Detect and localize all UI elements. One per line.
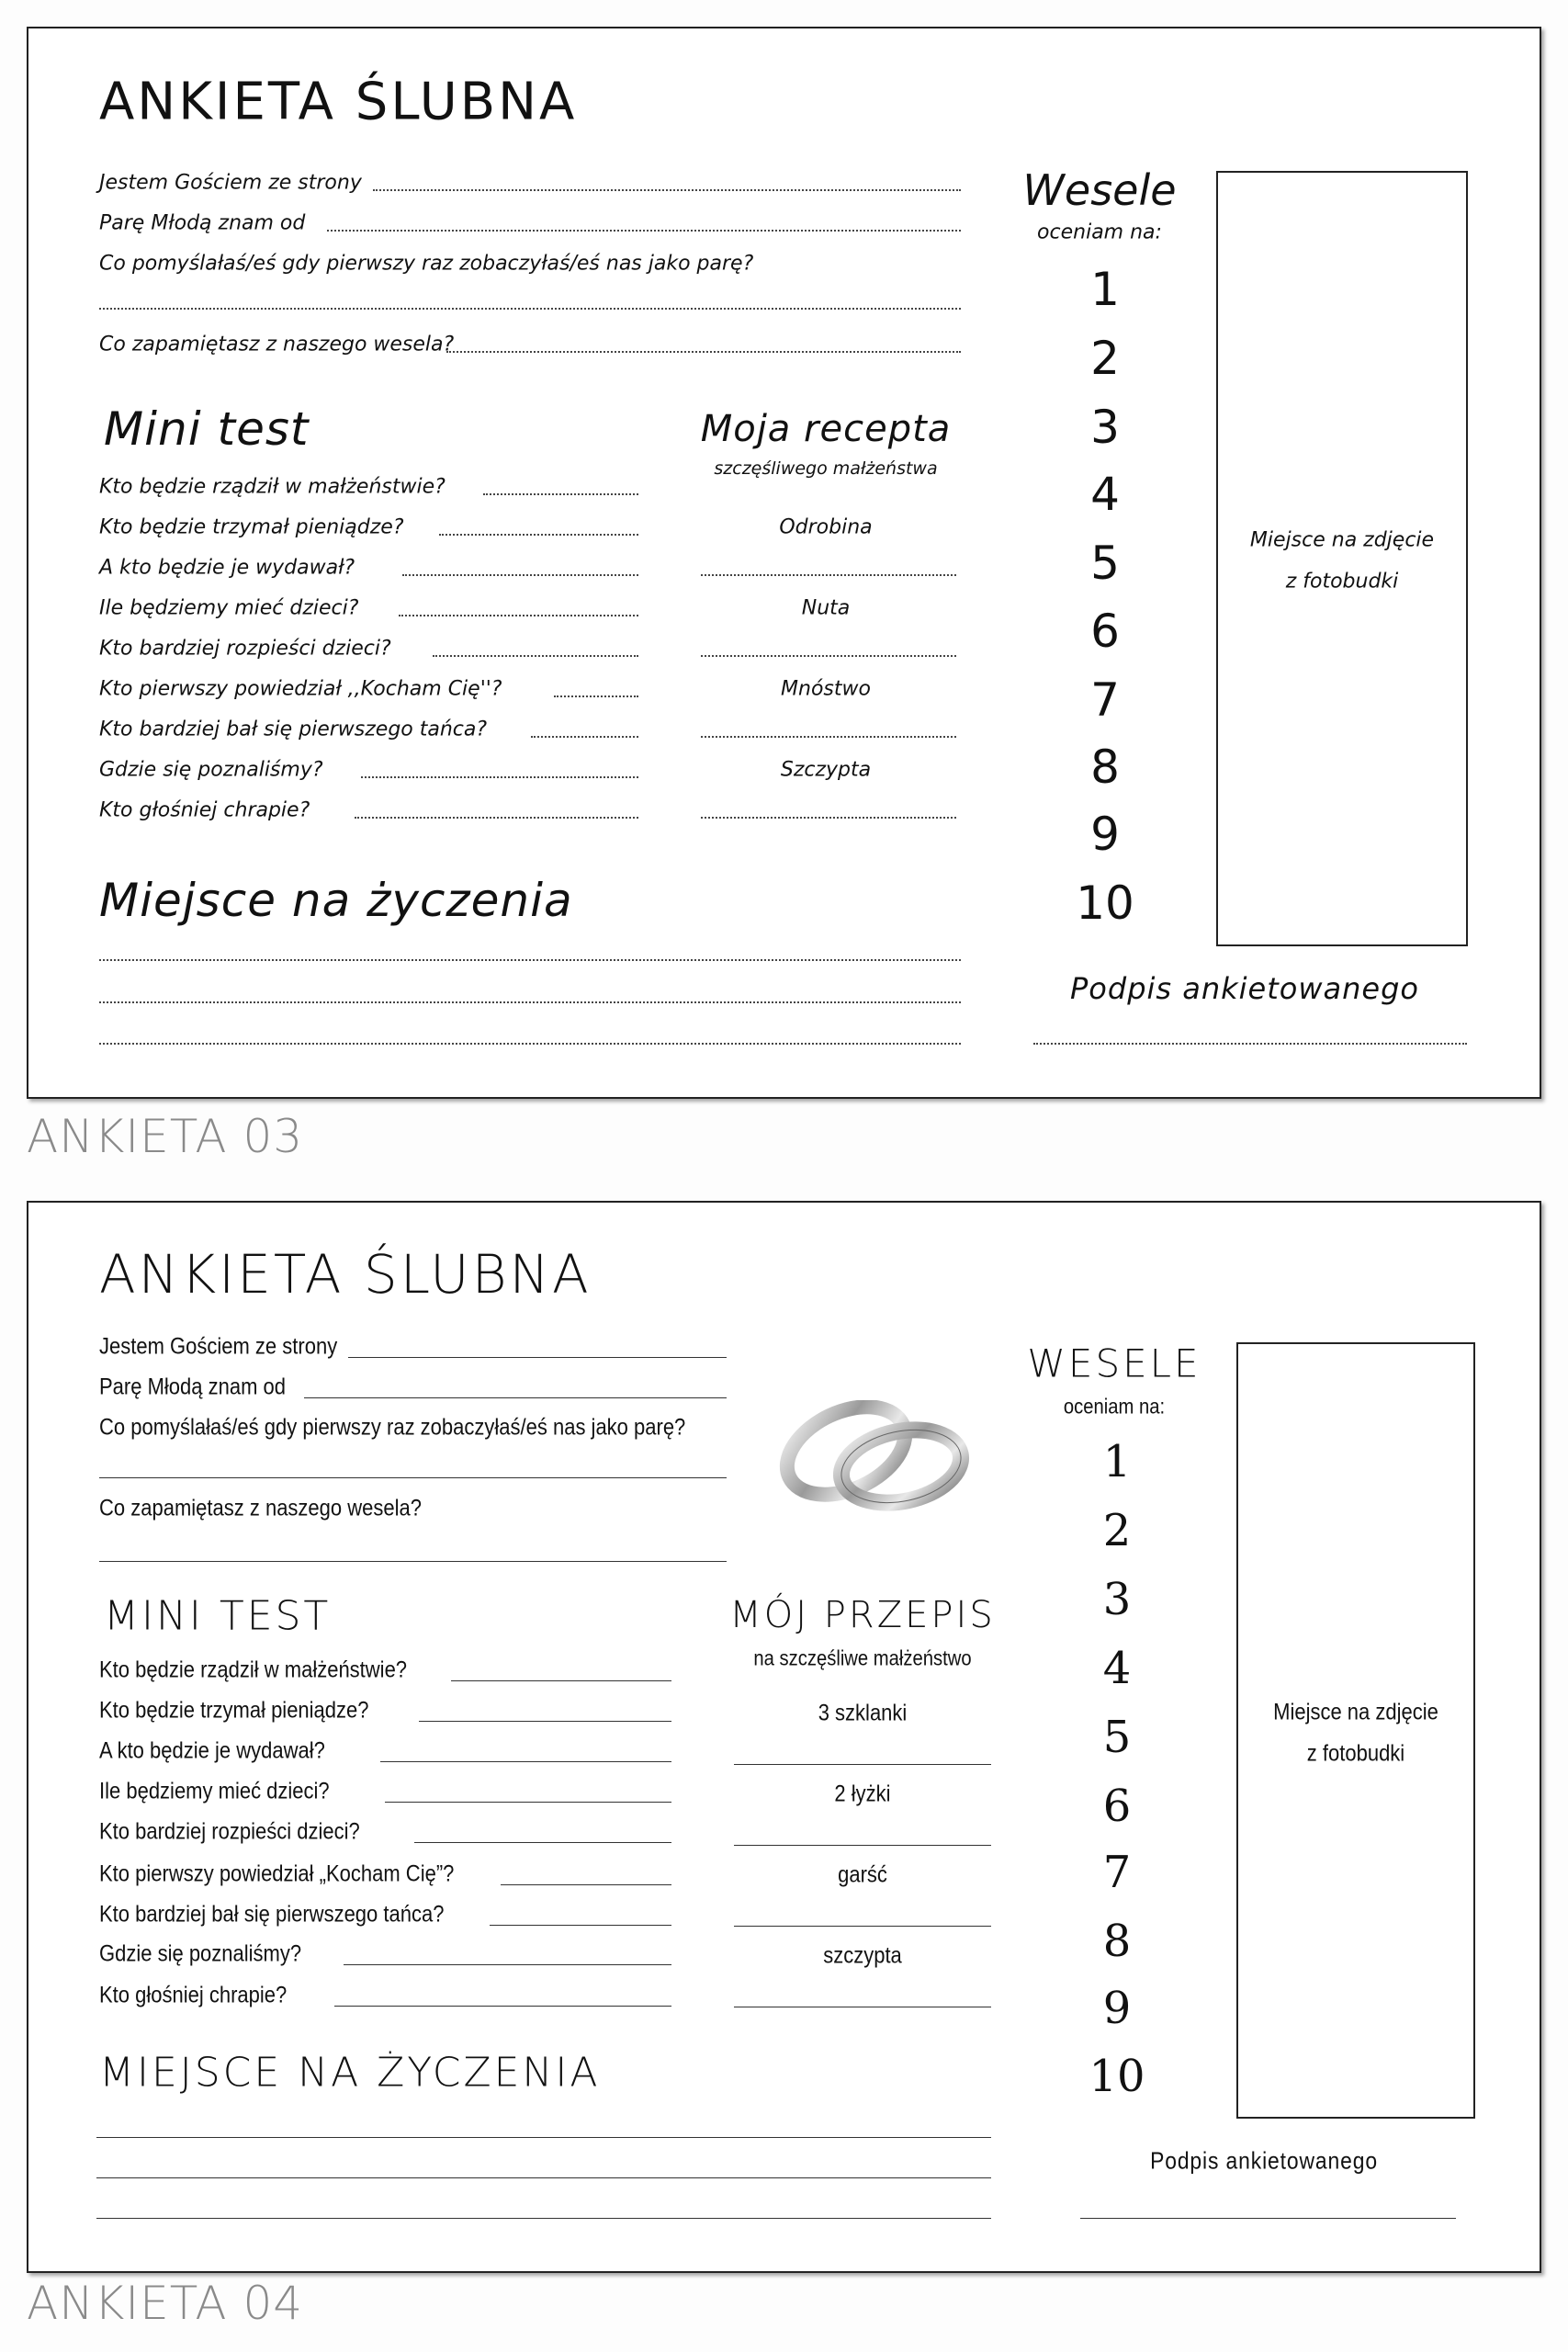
rating-option-3[interactable]: 3 bbox=[1102, 1574, 1132, 1625]
rating-option-9[interactable]: 9 bbox=[1102, 1983, 1132, 2034]
mini-test-question: Kto będzie rządził w małżeństwie? bbox=[99, 1657, 408, 1683]
rating-option-7[interactable]: 7 bbox=[1102, 1847, 1132, 1898]
rating-option-10[interactable]: 10 bbox=[1089, 2051, 1145, 2102]
mini-test-answer-field[interactable] bbox=[385, 1802, 671, 1803]
mini-test-question: A kto będzie je wydawał? bbox=[99, 1737, 325, 1764]
recipe-answer-field[interactable] bbox=[701, 574, 956, 576]
mini-test-answer-field[interactable] bbox=[380, 1761, 671, 1762]
survey-label-04: ANKIETA 04 bbox=[27, 2277, 304, 2330]
rating-subheading: oceniam na: bbox=[1063, 1394, 1166, 1419]
recipe-subheading: na szczęśliwe małżeństwo bbox=[753, 1645, 972, 1670]
mini-test-answer-field[interactable] bbox=[531, 736, 638, 738]
mini-test-question: Ile będziemy mieć dzieci? bbox=[99, 596, 359, 620]
remember-label: Co zapamiętasz z naszego wesela? bbox=[99, 1495, 422, 1521]
rating-option-8[interactable]: 8 bbox=[1090, 741, 1120, 794]
rating-option-1[interactable]: 1 bbox=[1102, 1436, 1132, 1487]
know-since-field[interactable] bbox=[304, 1397, 727, 1398]
mini-test-answer-field[interactable] bbox=[419, 1721, 671, 1722]
rating-heading: WESELE bbox=[1027, 1340, 1201, 1386]
first-thought-label: Co pomyślałaś/eś gdy pierwszy raz zobaczyłaś/eś nas jako parę? bbox=[99, 1414, 686, 1441]
survey-title: ANKIETA ŚLUBNA bbox=[99, 1243, 592, 1306]
recipe-item: Mnóstwo bbox=[781, 677, 871, 701]
recipe-heading: Moja recepta bbox=[700, 408, 952, 450]
mini-test-question: Ile będziemy mieć dzieci? bbox=[99, 1778, 330, 1804]
mini-test-answer-field[interactable] bbox=[490, 1925, 671, 1926]
rating-option-3[interactable]: 3 bbox=[1090, 401, 1120, 454]
mini-test-question: Kto pierwszy powiedział „Kocham Cię”? bbox=[99, 1860, 455, 1887]
mini-test-answer-field[interactable] bbox=[483, 493, 638, 495]
recipe-item: 3 szklanki bbox=[818, 1700, 908, 1726]
mini-test-answer-field[interactable] bbox=[334, 2006, 671, 2007]
guest-side-label: Jestem Gościem ze strony bbox=[99, 1333, 338, 1360]
rating-option-2[interactable]: 2 bbox=[1102, 1505, 1132, 1556]
mini-test-question: Kto głośniej chrapie? bbox=[99, 798, 310, 822]
survey-title: ANKIETA ŚLUBNA bbox=[99, 72, 578, 132]
rating-option-8[interactable]: 8 bbox=[1102, 1916, 1132, 1967]
recipe-item: Odrobina bbox=[779, 515, 873, 539]
survey-label-03: ANKIETA 03 bbox=[27, 1110, 304, 1163]
mini-test-question: Kto będzie trzymał pieniądze? bbox=[99, 515, 404, 539]
mini-test-heading: Mini test bbox=[104, 402, 310, 456]
remember-label: Co zapamiętasz z naszego wesela? bbox=[99, 333, 455, 356]
photo-placeholder-box bbox=[1216, 171, 1468, 946]
wedding-rings-image bbox=[773, 1400, 970, 1515]
recipe-item: 2 łyżki bbox=[834, 1781, 891, 1807]
rating-option-7[interactable]: 7 bbox=[1090, 673, 1120, 727]
mini-test-question: Kto bardziej bał się pierwszego tańca? bbox=[99, 1901, 445, 1928]
mini-test-question: Kto głośniej chrapie? bbox=[99, 1982, 288, 2008]
mini-test-question: Kto pierwszy powiedział ,,Kocham Cię''? bbox=[99, 677, 502, 701]
mini-test-answer-field[interactable] bbox=[355, 817, 638, 819]
rating-heading: Wesele bbox=[1022, 165, 1177, 215]
first-thought-field[interactable] bbox=[99, 308, 961, 310]
recipe-heading: MÓJ PRZEPIS bbox=[729, 1594, 996, 1636]
rating-option-6[interactable]: 6 bbox=[1102, 1781, 1132, 1832]
wishes-line[interactable] bbox=[99, 1001, 961, 1003]
mini-test-answer-field[interactable] bbox=[439, 534, 638, 536]
recipe-item: garść bbox=[838, 1861, 887, 1888]
recipe-item: Szczypta bbox=[780, 758, 872, 782]
recipe-item: Nuta bbox=[801, 596, 851, 620]
mini-test-question: Kto będzie trzymał pieniądze? bbox=[99, 1697, 369, 1724]
wishes-line[interactable] bbox=[96, 2218, 991, 2219]
recipe-answer-field[interactable] bbox=[734, 1845, 991, 1846]
rating-option-4[interactable]: 4 bbox=[1090, 468, 1120, 521]
remember-field[interactable] bbox=[99, 1561, 727, 1562]
first-thought-label: Co pomyślałaś/eś gdy pierwszy raz zobaczyłaś/eś nas jako parę? bbox=[99, 252, 754, 276]
know-since-label: Parę Młodą znam od bbox=[99, 211, 306, 235]
recipe-subheading: szczęśliwego małżeństwa bbox=[714, 458, 938, 479]
rating-option-4[interactable]: 4 bbox=[1102, 1643, 1132, 1694]
mini-test-question: A kto będzie je wydawał? bbox=[99, 556, 355, 580]
recipe-answer-field[interactable] bbox=[734, 1764, 991, 1765]
mini-test-question: Gdzie się poznaliśmy? bbox=[99, 758, 323, 782]
mini-test-answer-field[interactable] bbox=[344, 1964, 671, 1965]
guest-side-field[interactable] bbox=[348, 1357, 727, 1358]
photo-label: Miejsce na zdjęcie bbox=[1249, 528, 1435, 552]
wishes-heading: MIEJSCE NA ŻYCZENIA bbox=[99, 2049, 601, 2097]
mini-test-question: Kto bardziej rozpieści dzieci? bbox=[99, 1818, 360, 1845]
signature-label: Podpis ankietowanego bbox=[1150, 2146, 1378, 2175]
wishes-line[interactable] bbox=[96, 2177, 991, 2178]
survey-card-04 bbox=[27, 1201, 1541, 2273]
know-since-field[interactable] bbox=[327, 230, 961, 232]
rating-option-9[interactable]: 9 bbox=[1090, 808, 1120, 861]
rating-option-5[interactable]: 5 bbox=[1090, 537, 1120, 590]
rating-option-6[interactable]: 6 bbox=[1090, 605, 1120, 658]
mini-test-answer-field[interactable] bbox=[414, 1842, 671, 1843]
know-since-label: Parę Młodą znam od bbox=[99, 1374, 287, 1400]
mini-test-question: Kto bardziej rozpieści dzieci? bbox=[99, 637, 391, 661]
photo-placeholder-box bbox=[1236, 1342, 1475, 2119]
rating-option-1[interactable]: 1 bbox=[1090, 263, 1120, 316]
signature-field[interactable] bbox=[1080, 2218, 1456, 2219]
photo-label: Miejsce na zdjęcie bbox=[1273, 1699, 1438, 1725]
recipe-answer-field[interactable] bbox=[701, 655, 956, 657]
recipe-item: szczypta bbox=[823, 1942, 902, 1969]
guest-side-field[interactable] bbox=[373, 189, 961, 191]
wishes-heading: Miejsce na życzenia bbox=[99, 874, 573, 927]
signature-field[interactable] bbox=[1033, 1043, 1467, 1045]
mini-test-question: Kto bardziej bał się pierwszego tańca? bbox=[99, 718, 488, 741]
recipe-answer-field[interactable] bbox=[701, 817, 956, 819]
mini-test-answer-field[interactable] bbox=[399, 615, 638, 616]
wishes-line[interactable] bbox=[99, 1043, 961, 1045]
wishes-line[interactable] bbox=[96, 2137, 991, 2138]
mini-test-question: Kto będzie rządził w małżeństwie? bbox=[99, 475, 446, 499]
rating-option-10[interactable]: 10 bbox=[1076, 876, 1134, 930]
mini-test-answer-field[interactable] bbox=[402, 574, 638, 576]
mini-test-answer-field[interactable] bbox=[361, 776, 638, 778]
first-thought-field[interactable] bbox=[99, 1477, 727, 1478]
mini-test-answer-field[interactable] bbox=[433, 655, 638, 657]
survey-card-03 bbox=[27, 27, 1541, 1099]
mini-test-heading: MINI TEST bbox=[104, 1592, 332, 1640]
wishes-line[interactable] bbox=[99, 959, 961, 961]
rating-subheading: oceniam na: bbox=[1037, 220, 1162, 244]
photo-label-2: z fotobudki bbox=[1306, 1740, 1405, 1767]
mini-test-question: Gdzie się poznaliśmy? bbox=[99, 1940, 302, 1967]
rating-option-2[interactable]: 2 bbox=[1090, 332, 1120, 385]
photo-label-2: z fotobudki bbox=[1285, 570, 1399, 594]
recipe-answer-field[interactable] bbox=[701, 736, 956, 738]
recipe-answer-field[interactable] bbox=[734, 1926, 991, 1927]
remember-field[interactable] bbox=[446, 351, 961, 353]
guest-side-label: Jestem Gościem ze strony bbox=[99, 171, 362, 195]
mini-test-answer-field[interactable] bbox=[451, 1680, 671, 1681]
mini-test-answer-field[interactable] bbox=[554, 695, 638, 697]
signature-label: Podpis ankietowanego bbox=[1070, 971, 1419, 1006]
mini-test-answer-field[interactable] bbox=[501, 1884, 671, 1885]
rating-option-5[interactable]: 5 bbox=[1102, 1712, 1132, 1763]
